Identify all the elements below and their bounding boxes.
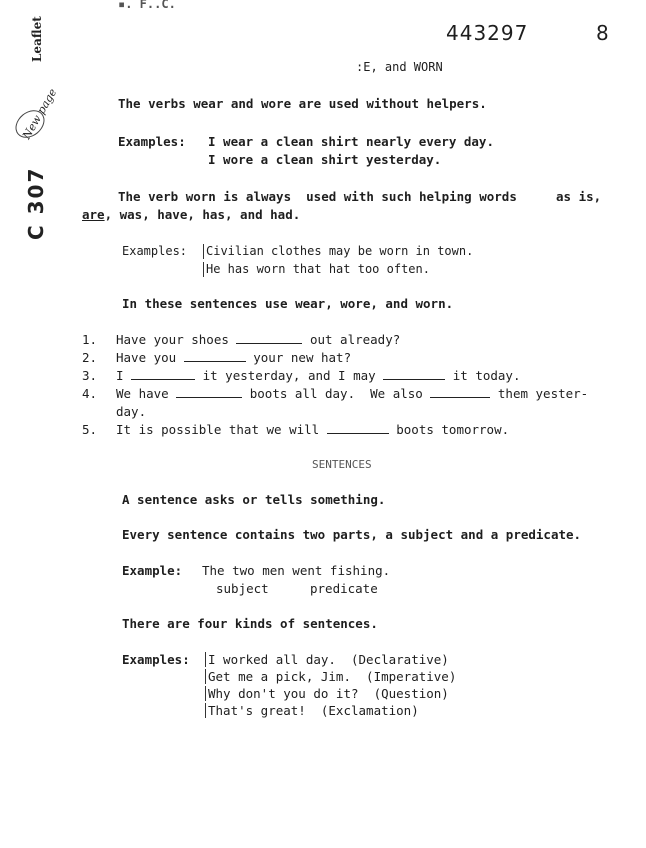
kind-example: Why don't you do it? (Question): [205, 686, 449, 701]
exercise-item: [116, 386, 588, 401]
exercise-heading: In these sentences use wear, wore, and worn.: [122, 296, 454, 311]
page-number: 8: [596, 21, 609, 45]
worn-rule-line2: [82, 207, 300, 222]
worn-examples-label: Examples:: [122, 244, 188, 258]
exercise-number: 3.: [82, 368, 98, 383]
exercise-text: it today.: [445, 368, 521, 383]
worn-rule-line1-end: as is,: [556, 189, 602, 204]
exercise-text: It is possible that we will: [116, 422, 327, 437]
subject-label: subject: [216, 581, 269, 596]
worn-example-line: He has worn that hat too often.: [203, 262, 430, 277]
leaflet-label: Leaflet: [30, 16, 44, 62]
exercise-text: them yester-: [490, 386, 589, 401]
exercise-item: [116, 332, 400, 347]
exercise-text: We have: [116, 386, 177, 401]
worn-example-line: Civilian clothes may be worn in town.: [203, 244, 473, 259]
answer-blank[interactable]: [383, 368, 445, 380]
answer-blank[interactable]: [236, 332, 302, 344]
code-stamp: C 307: [24, 166, 48, 240]
predicate-label: predicate: [310, 581, 378, 596]
exercise-item: [116, 368, 520, 383]
sentence-definition: A sentence asks or tells something.: [122, 492, 386, 507]
section-heading: SENTENCES: [312, 458, 372, 471]
kind-example: I worked all day. (Declarative): [205, 652, 449, 667]
exercise-item: [116, 350, 351, 365]
answer-blank[interactable]: [184, 350, 246, 362]
example-line: I wore a clean shirt yesterday.: [208, 152, 442, 167]
answer-blank[interactable]: [327, 422, 389, 434]
page-heading: :E, and WORN: [356, 60, 443, 74]
exercise-text: Have your shoes: [116, 332, 237, 347]
worn-rule-line1: The verb worn is always used with such helping words: [118, 189, 517, 204]
example-sentence: The two men went fishing.: [202, 563, 391, 578]
examples-label: Examples:: [118, 134, 186, 149]
exercise-number: 1.: [82, 332, 98, 347]
sentence-parts: Every sentence contains two parts, a subject and a predicate.: [122, 527, 582, 542]
answer-blank[interactable]: [176, 386, 242, 398]
kinds-intro: There are four kinds of sentences.: [122, 616, 378, 631]
example-label: Example:: [122, 563, 183, 578]
exercise-text: your new hat?: [245, 350, 352, 365]
exercise-text: boots all day. We also: [242, 386, 431, 401]
kind-example: Get me a pick, Jim. (Imperative): [205, 669, 456, 684]
intro-rule: The verbs wear and wore are used without helpers.: [118, 96, 487, 111]
example-line: I wear a clean shirt nearly every day.: [208, 134, 494, 149]
exercise-continuation: day.: [116, 404, 147, 419]
underlined-word: are: [82, 207, 105, 222]
exercise-text: out already?: [302, 332, 401, 347]
exercise-text: boots tomorrow.: [388, 422, 510, 437]
kind-example: That's great! (Exclamation): [205, 703, 419, 718]
exercise-text: Have you: [116, 350, 184, 365]
new-page-note: New page: [20, 86, 60, 142]
exercise-number: 4.: [82, 386, 98, 401]
exercise-text: it yesterday, and I may: [195, 368, 384, 383]
exercise-text: I: [116, 368, 132, 383]
answer-blank[interactable]: [430, 386, 490, 398]
exercise-number: 5.: [82, 422, 98, 437]
header-fragment: ▪. F..C.: [118, 0, 176, 11]
exercise-item: [116, 422, 509, 437]
helping-words: , was, have, has, and had.: [104, 207, 301, 222]
exercise-number: 2.: [82, 350, 98, 365]
document-number: 443297: [446, 21, 529, 45]
answer-blank[interactable]: [131, 368, 195, 380]
kinds-examples-label: Examples:: [122, 652, 190, 667]
